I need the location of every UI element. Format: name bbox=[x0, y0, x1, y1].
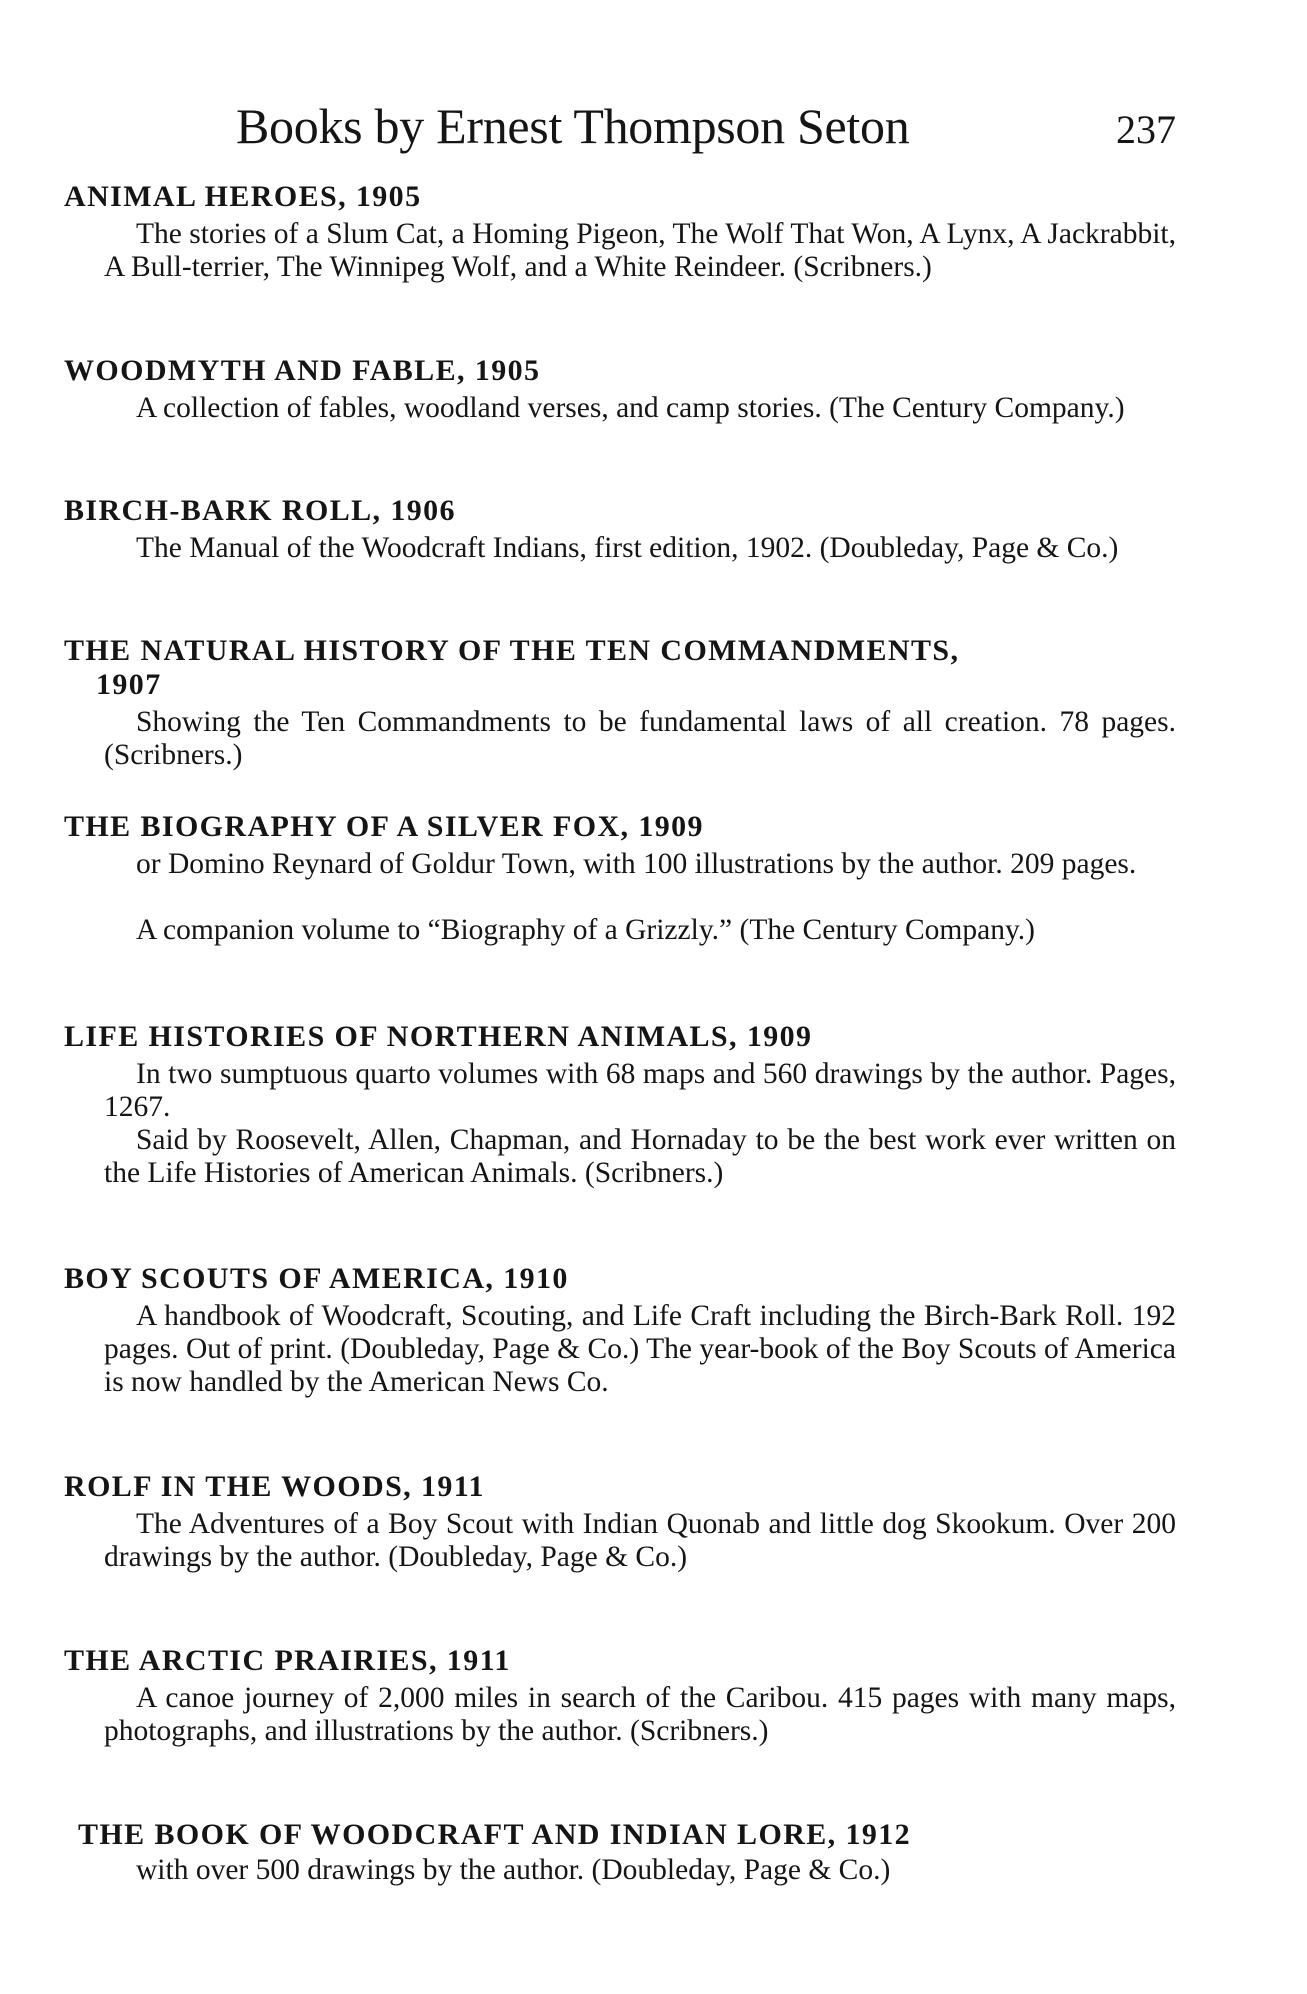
book-title: LIFE HISTORIES OF NORTHERN ANIMALS, 1909 bbox=[64, 1020, 813, 1053]
book-title: THE BIOGRAPHY OF A SILVER FOX, 1909 bbox=[64, 810, 704, 843]
book-description: The Manual of the Woodcraft Indians, first edition, 1902. (Doubleday, Page & Co.) bbox=[136, 532, 1119, 564]
book-title: THE ARCTIC PRAIRIES, 1911 bbox=[64, 1644, 511, 1677]
book-title-year: 1907 bbox=[96, 668, 162, 701]
book-description: A handbook of Woodcraft, Scouting, and Life Craft including the Birch-Bark Roll. 192 pages. Out of print. (Doubleday, Page & Co.) The year-book of the Boy Scouts of America is now handled by the American News Co. bbox=[104, 1300, 1176, 1398]
book-title: ANIMAL HEROES, 1905 bbox=[64, 180, 422, 213]
book-description: A collection of fables, woodland verses, and camp stories. (The Century Company.) bbox=[136, 392, 1125, 424]
running-head bbox=[236, 96, 1176, 156]
book-title: WOODMYTH AND FABLE, 1905 bbox=[64, 354, 541, 387]
book-description: A canoe journey of 2,000 miles in search of the Caribou. 415 pages with many maps, photographs, and illustrations by the author. (Scribners.) bbox=[104, 1682, 1176, 1747]
book-description: Said by Roosevelt, Allen, Chapman, and Hornaday to be the best work ever written on the Life Histories of American Animals. (Scribners.) bbox=[104, 1124, 1176, 1189]
book-title: BIRCH-BARK ROLL, 1906 bbox=[64, 494, 456, 527]
book-description: Showing the Ten Commandments to be fundamental laws of all creation. 78 pages. (Scribners.) bbox=[104, 706, 1176, 771]
book-description: or Domino Reynard of Goldur Town, with 100 illustrations by the author. 209 pages. bbox=[136, 848, 1137, 880]
book-description: The stories of a Slum Cat, a Homing Pigeon, The Wolf That Won, A Lynx, A Jackrabbit, A Bull-terrier, The Winnipeg Wolf, and a White Reindeer. (Scribners.) bbox=[104, 218, 1176, 283]
book-description: In two sumptuous quarto volumes with 68 maps and 560 drawings by the author. Pages, 1267. bbox=[104, 1058, 1176, 1123]
book-description: A companion volume to “Biography of a Grizzly.” (The Century Company.) bbox=[136, 914, 1035, 946]
book-description: with over 500 drawings by the author. (Doubleday, Page & Co.) bbox=[136, 1854, 891, 1886]
book-title: THE NATURAL HISTORY OF THE TEN COMMANDMENTS, bbox=[64, 634, 960, 667]
page-number: 237 bbox=[1116, 107, 1176, 152]
running-title: Books by Ernest Thompson Seton bbox=[236, 98, 910, 154]
book-title: THE BOOK OF WOODCRAFT AND INDIAN LORE, 1912 bbox=[78, 1818, 912, 1851]
book-title: ROLF IN THE WOODS, 1911 bbox=[64, 1470, 485, 1503]
book-title: BOY SCOUTS OF AMERICA, 1910 bbox=[64, 1262, 569, 1295]
book-description: The Adventures of a Boy Scout with Indian Quonab and little dog Skookum. Over 200 drawings by the author. (Doubleday, Page & Co.) bbox=[104, 1508, 1176, 1573]
